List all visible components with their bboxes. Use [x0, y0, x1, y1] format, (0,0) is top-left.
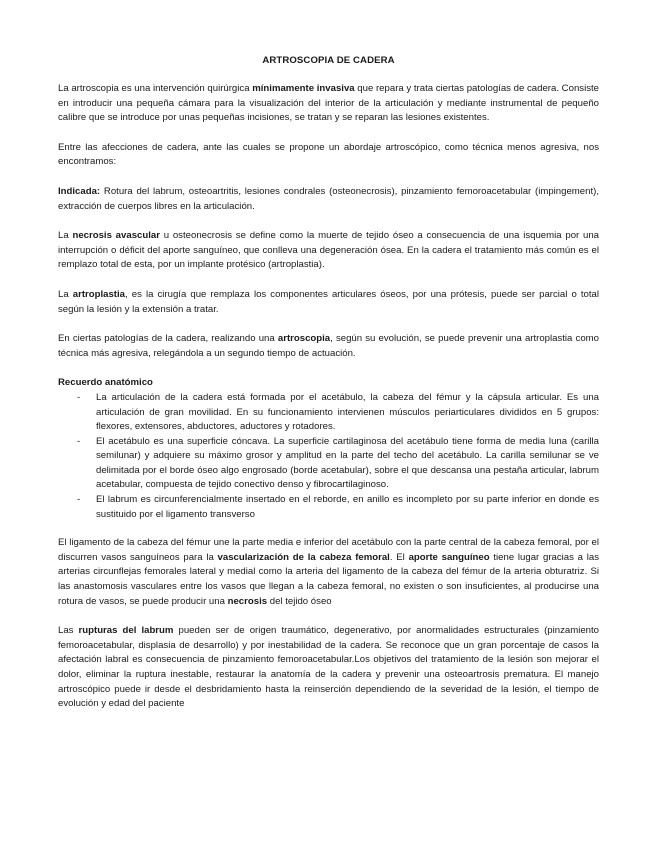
text-run: Las: [58, 625, 79, 637]
dash-marker: -: [77, 435, 81, 447]
bold-text: necrosis avascular: [72, 230, 160, 242]
bold-text: artroscopia: [277, 333, 331, 345]
text-run: tiene lugar gracias a las arterias circunflejas femorales lateral y medial como la arteria del ligamento de la cabeza del fémur de la arteria obturatriz. Si las anastomosis vasculares entre los vasos que llegan a la cabeza femoral, no existen o son insuficientes, al producirse una rotura de vasos, se puede producir una: [58, 551, 600, 607]
text-run: La: [58, 230, 73, 242]
text-run: que repara y trata ciertas patologías de cadera. Consiste en introducir una pequeña cámara para la visualización del interior de la articulación y mediante instrumental de pequeño calibre que se introduce por unas pequeñas incisiones, se tratan y se reparan las lesiones existentes.: [58, 83, 600, 124]
bold-text: aporte sanguíneo: [408, 551, 490, 563]
bold-text: Indicada:: [58, 185, 101, 197]
list-item-text: El labrum es circunferencialmente insertado en el reborde, en anillo es incompleto por su parte inferior en donde es sustituido por el ligamento transverso: [96, 494, 599, 520]
bold-text: mínimamente invasiva: [252, 83, 355, 94]
paragraph-necrosis: [58, 229, 599, 273]
text-run: . El: [389, 551, 409, 563]
paragraph-artroplastia: [58, 288, 599, 317]
paragraph-ligamento: [58, 536, 599, 609]
document-title: ARTROSCOPIA DE CADERA: [262, 55, 395, 66]
paragraph-rupturas: [58, 624, 599, 712]
text-run: del tejido óseo: [267, 595, 332, 607]
anatomy-bullet-list: [58, 391, 599, 522]
bold-text: necrosis: [227, 595, 268, 607]
list-item: [58, 391, 599, 435]
text-run: El ligamento de la cabeza del fémur une la parte media e inferior del acetábulo con la parte central de la cabeza femoral, por el discurren vasos sanguíneos para la: [58, 537, 599, 563]
text-run: pueden ser de origen traumático, degenerativo, por anormalidades estructurales (pinzamiento femoroacetabular, displasia de desarrollo) y por inestabilidad de la cadera. Se reconoce que un gran porcentaje de casos la afectación labral es consecuencia de pinzamiento femoroacetabular.Los objetivos del tratamiento de la lesión son mejorar el dolor, eliminar la ruptura inestable, restaurar la anatomía de la cadera y prevenir una osteoartrosis prematura. El manejo artroscópico puede ir desde el desbridamiento hasta la reinserción dependiendo de la severidad de la lesión, el tiempo de evolución y edad del paciente: [58, 625, 599, 710]
list-item: [58, 493, 599, 522]
text-run: Rotura del labrum, osteoartritis, lesiones condrales (osteonecrosis), pinzamiento femoroacetabular (impingement), extracción de cuerpos libres en la articulación.: [58, 185, 599, 212]
text-run: u osteonecrosis se define como la muerte de tejido óseo a consecuencia de una isquemia por una interrupción o déficit del aporte sanguíneo, que conlleva una degeneración ósea. En la cadera el tratamiento más común es el remplazo total de esta, por un implante protésico (artroplastia).: [58, 230, 600, 271]
text-run: La: [58, 288, 73, 300]
text-run: , es la cirugía que remplaza los componentes articulares óseos, por una prótesis, puede ser parcial o total según la lesión y la extensión a tratar.: [58, 288, 599, 315]
bold-text: vascularización de la cabeza femoral: [217, 551, 390, 563]
text-run: La artroscopia es una intervención quirúrgica: [58, 83, 253, 94]
paragraph-afecciones: Entre las afecciones de cadera, ante las cuales se propone un abordaje artroscópico, como técnica menos agresiva, nos encontramos:: [58, 141, 599, 168]
text-run: , según su evolución, se puede prevenir una artroplastia como técnica más agresiva, relegándola a un segundo tiempo de actuación.: [58, 333, 600, 359]
dash-marker: -: [77, 494, 81, 506]
list-item: [58, 435, 599, 493]
text-run: En ciertas patologías de la cadera, realizando una: [58, 333, 278, 345]
bold-text: artroplastia: [72, 288, 126, 300]
list-item-text: La articulación de la cadera está formada por el acetábulo, la cabeza del fémur y la cápsula articular. Es una articulación de gran movilidad. En su funcionamiento intervienen músculos periarticulares divididos en 5 grupos: flexores, extensores, abductores, aductores y rotadores.: [96, 391, 599, 433]
bold-text: rupturas del labrum: [78, 625, 174, 637]
section-heading-recuerdo: Recuerdo anatómico: [58, 377, 153, 389]
list-item-text: El acetábulo es una superficie cóncava. La superficie cartilaginosa del acetábulo tiene forma de media luna (carilla semilunar) y adquiere su máximo grosor y amplitud en la parte del techo del acetábulo. La carilla semilunar se ve delimitada por el borde óseo algo engrosado (borde acetabular), sobre el que descansa una pestaña articular, labrum acetabular, compuesta de tejido conectivo denso y fibrocartilaginoso.: [96, 435, 599, 491]
paragraph-intro: [58, 82, 599, 126]
paragraph-prevencion: [58, 332, 599, 361]
paragraph-indicada: [58, 185, 599, 214]
dash-marker: -: [77, 391, 81, 403]
